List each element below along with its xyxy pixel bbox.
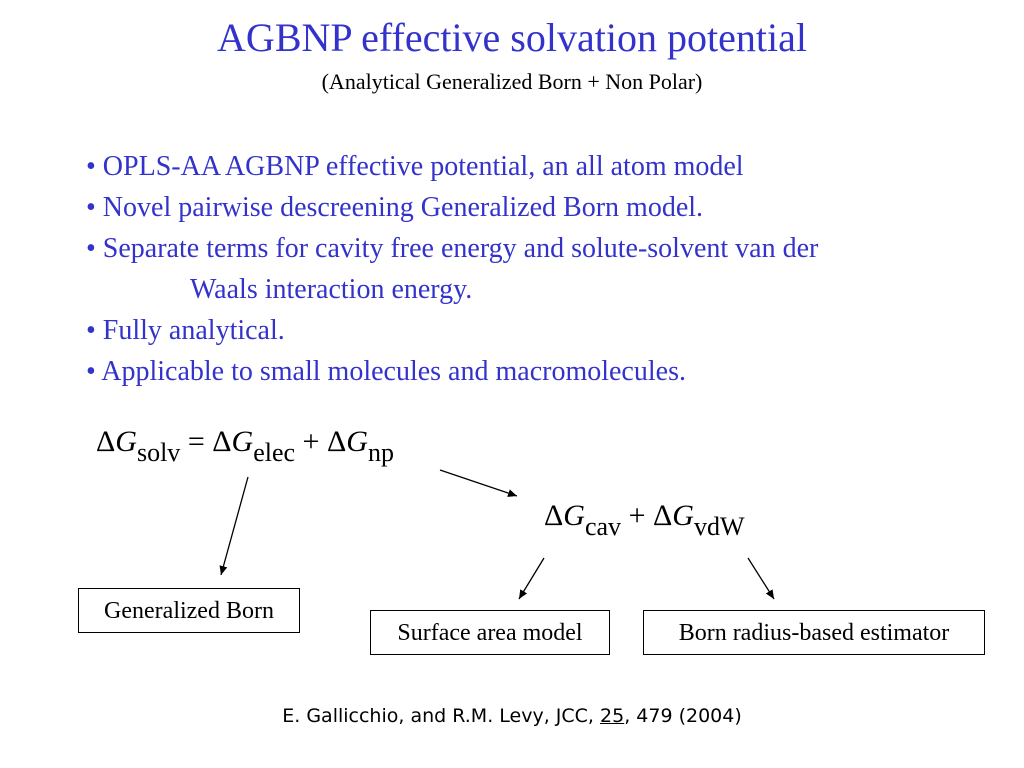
bullet-item: • OPLS-AA AGBNP effective potential, an all atom model [86, 151, 744, 182]
citation-pages-year: , 479 (2004) [624, 705, 742, 727]
delta-symbol: Δ [326, 425, 347, 458]
delta-symbol: Δ [212, 425, 232, 458]
arrow-cav-to-surface-area [519, 558, 544, 599]
arrow-np-to-cav-vdw [440, 470, 517, 496]
citation-authors: E. Gallicchio, and R.M. Levy, JCC, [282, 705, 600, 727]
slide-subtitle: (Analytical Generalized Born + Non Polar) [321, 69, 703, 94]
plus-sign: + [295, 425, 327, 458]
subscript-solv: solv [136, 438, 181, 467]
subscript-vdw: vdW [693, 512, 745, 541]
delta-symbol: Δ [544, 499, 564, 532]
delta-symbol: Δ [652, 499, 673, 532]
plus-sign: + [621, 499, 653, 532]
citation-volume: 25 [600, 705, 625, 727]
g-symbol: G [672, 499, 694, 532]
g-symbol: G [346, 425, 368, 458]
g-symbol: G [563, 499, 585, 532]
subscript-cav: cav [584, 512, 622, 541]
slide-title: AGBNP effective solvation potential [217, 15, 807, 60]
citation [0, 705, 1024, 727]
generalized-born-box: Generalized Born [78, 588, 300, 633]
arrow-solv-to-gb [221, 477, 248, 575]
delta-symbol: Δ [96, 425, 116, 458]
bullet-item: • Fully analytical. [86, 315, 285, 346]
equals-sign: = [180, 425, 213, 458]
subscript-np: np [367, 438, 394, 467]
born-radius-estimator-box: Born radius-based estimator [643, 610, 985, 655]
bullet-item: • Applicable to small molecules and macromolecules. [86, 356, 686, 387]
g-symbol: G [115, 425, 137, 458]
surface-area-model-box: Surface area model [370, 610, 610, 655]
g-symbol: G [231, 425, 254, 458]
bullet-item-continuation: Waals interaction energy. [190, 274, 473, 305]
arrow-vdw-to-born-radius [748, 558, 774, 599]
bullet-item: • Separate terms for cavity free energy and solute-solvent van der [86, 233, 819, 264]
bullet-item: • Novel pairwise descreening Generalized Born model. [86, 192, 704, 223]
subscript-elec: elec [253, 438, 296, 467]
